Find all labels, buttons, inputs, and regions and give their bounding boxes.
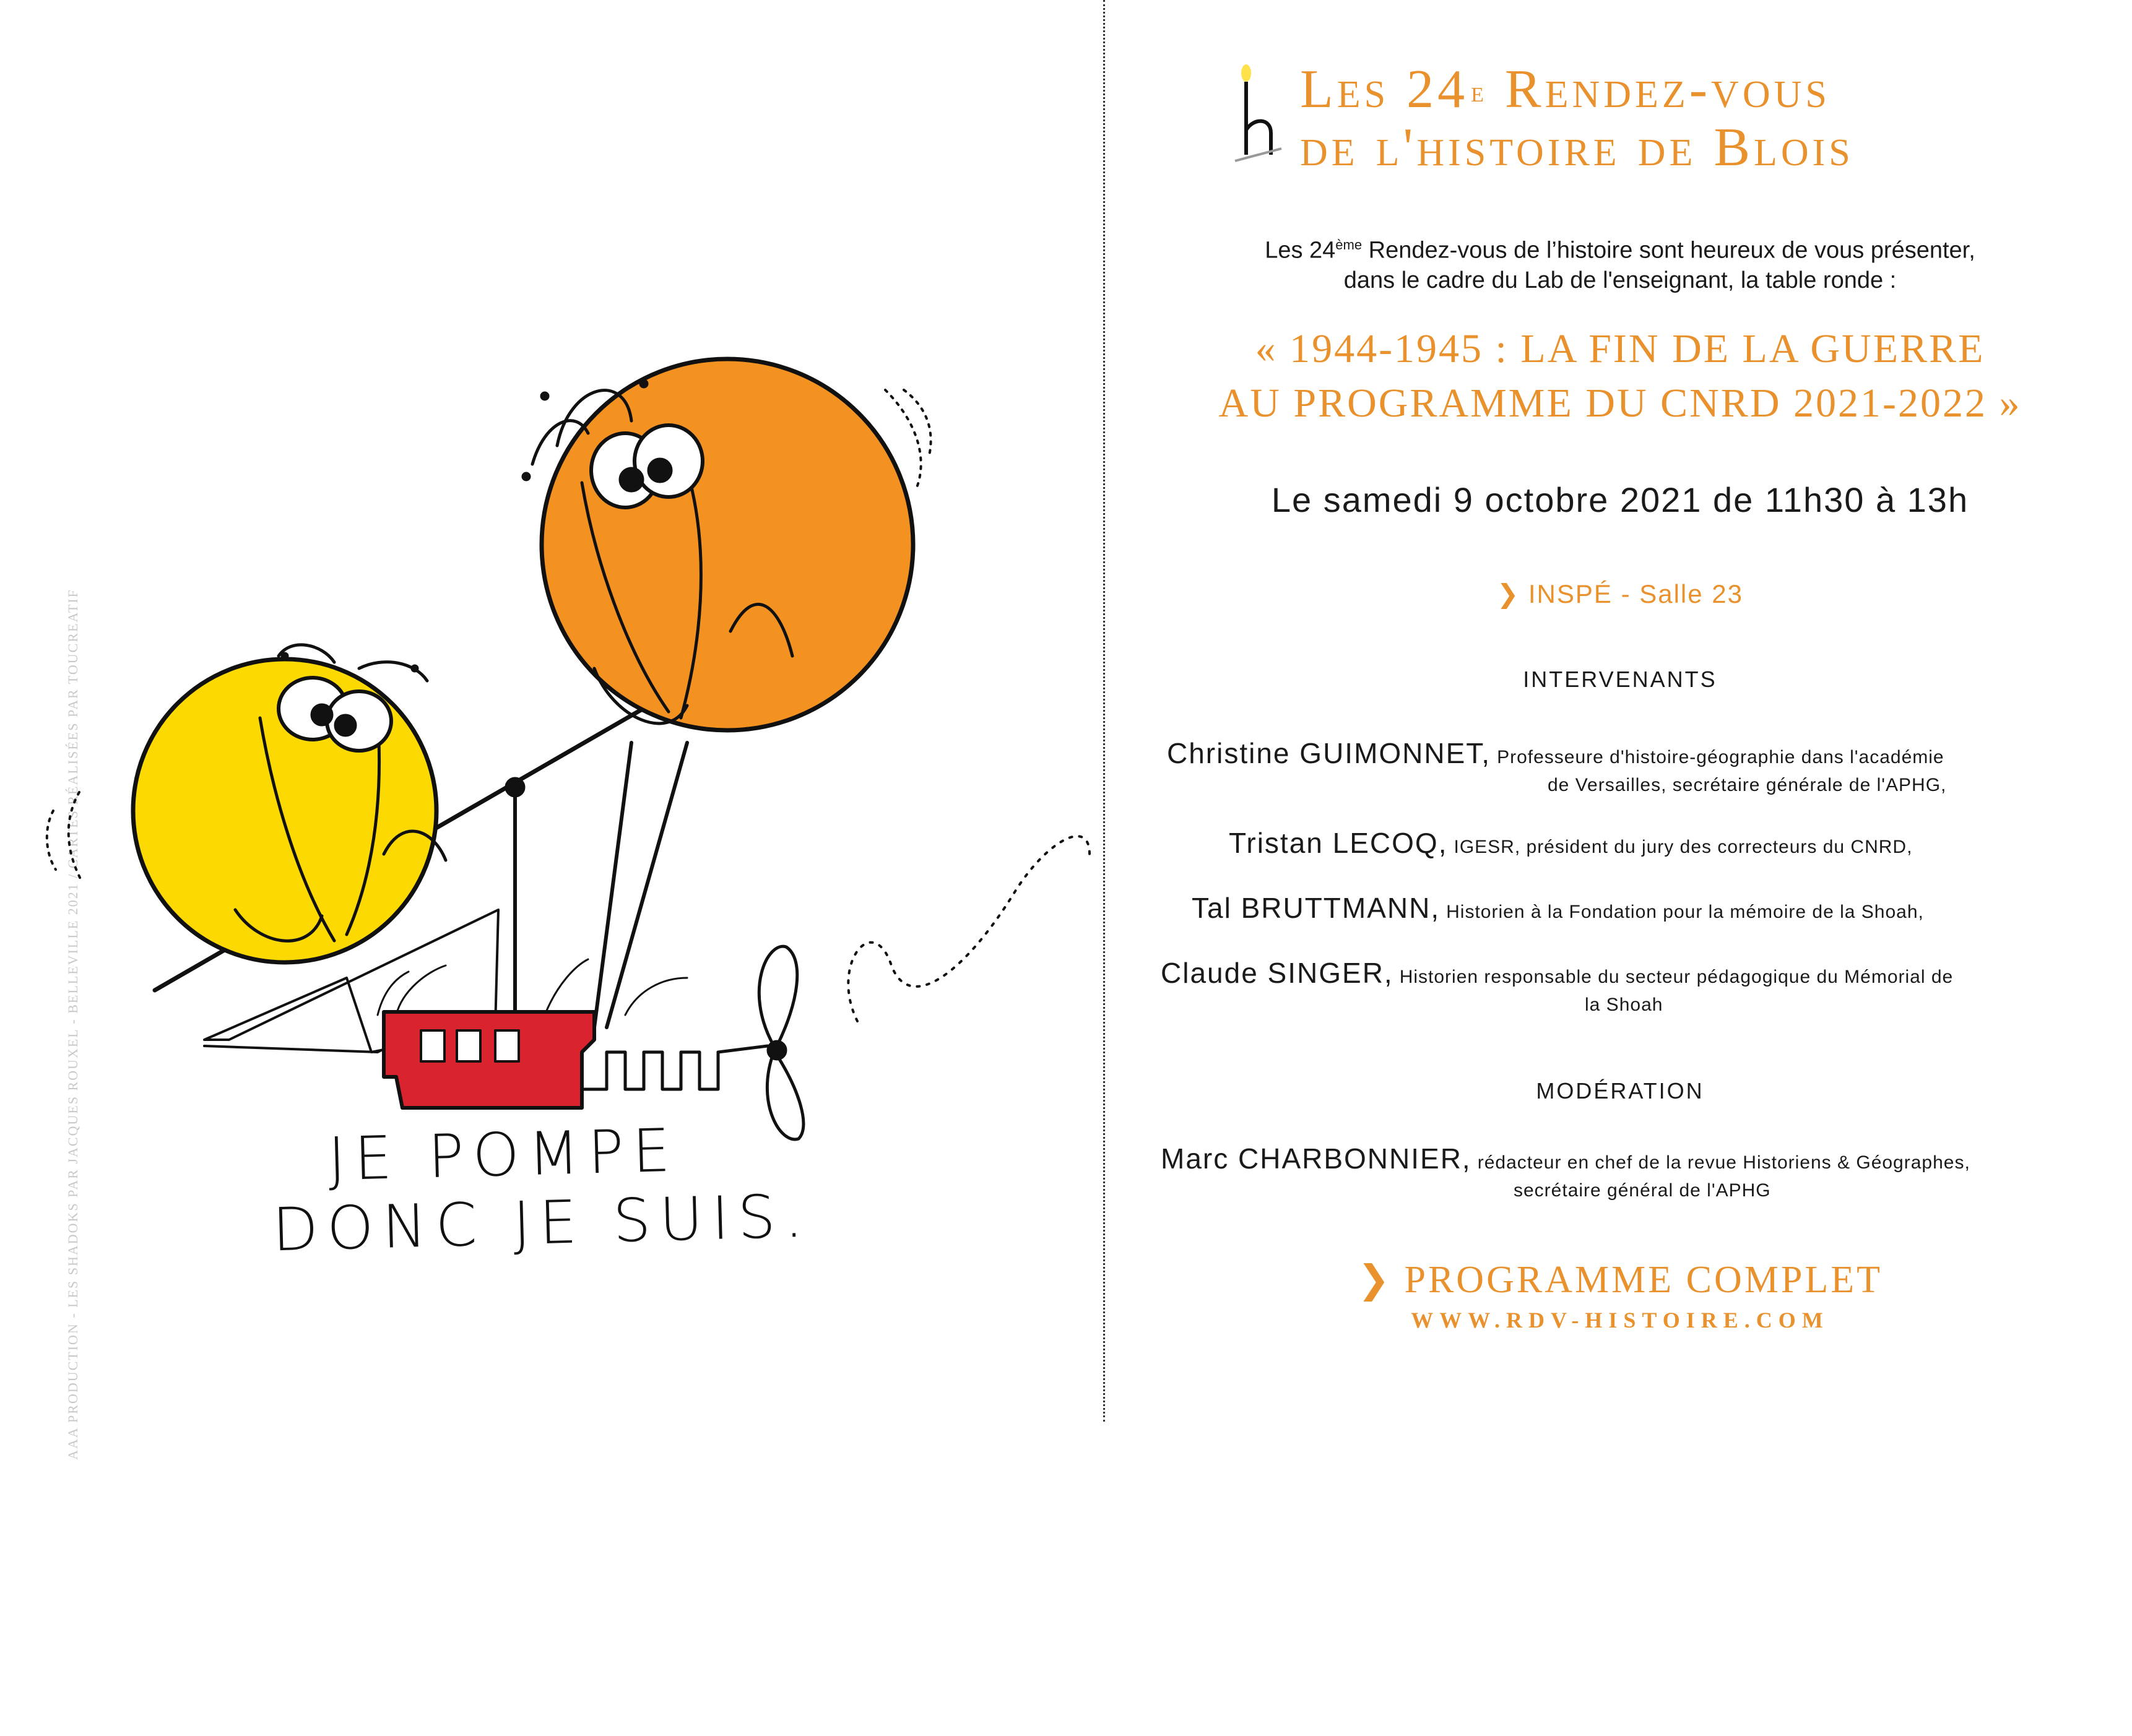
caption-line-2: DONC JE SUIS.: [271, 1181, 813, 1265]
speaker-singer: Claude SINGER, Historien responsable du secteur pédagogique du Mémorial de: [1161, 957, 1954, 989]
chevron-right-icon: ❯: [1496, 579, 1520, 609]
speakers-heading: INTERVENANTS: [1523, 667, 1717, 692]
speaker-singer-role-cont: la Shoah: [1585, 995, 1663, 1015]
intro-text: Les 24ème Rendez-vous de l’histoire sont heureux de vous présenter, dans le cadre du Lab de l'enseignant, la table ronde :: [1265, 237, 1975, 293]
full-program-link[interactable]: ❯ PROGRAMME COMPLET: [1358, 1256, 1883, 1302]
moderation-heading: MODÉRATION: [1536, 1078, 1704, 1103]
chevron-right-icon: ❯: [1358, 1256, 1392, 1302]
vertical-credit-text: AAA PRODUCTION - LES SHADOKS PAR JACQUES ROUXEL - BELLEVILLE 2021 / CARTES RÉALISÉES PAR TOUCREATIF: [65, 589, 80, 1460]
title-line-1: Les 24e Rendez-vous: [1300, 59, 1831, 119]
moderator-role-cont: secrétaire général de l'APHG: [1514, 1180, 1771, 1201]
event-title: [1300, 61, 1854, 177]
speaker-bruttmann: Tal BRUTTMANN, Historien à la Fondation pour la mémoire de la Shoah,: [1192, 892, 1924, 924]
venue-link[interactable]: ❯ INSPÉ - Salle 23: [1496, 579, 1744, 609]
rdv-histoire-logo: [1223, 62, 1285, 167]
caption-line-1: JE POMPE: [327, 1115, 680, 1194]
speaker-guimonnet-role-cont: de Versailles, secrétaire générale de l'APHG,: [1548, 775, 1947, 795]
round-table-title: « 1944-1945 : LA FIN DE LA GUERRE AU PROGRAMME DU CNRD 2021-2022 »: [1218, 326, 2022, 426]
speaker-guimonnet: Christine GUIMONNET, Professeure d'histoire-géographie dans l'académie: [1167, 737, 1944, 769]
event-date: Le samedi 9 octobre 2021 de 11h30 à 13h: [1271, 480, 1969, 519]
moderator-charbonnier: Marc CHARBONNIER, rédacteur en chef de la revue Historiens & Géographes,: [1161, 1142, 1970, 1175]
speaker-lecoq: Tristan LECOQ, IGESR, président du jury des correcteurs du CNRD,: [1229, 827, 1913, 859]
website-link[interactable]: WWW.RDV-HISTOIRE.COM: [1411, 1308, 1829, 1332]
dotted-divider: [1103, 0, 1105, 1422]
title-line-2: de l'histoire de Blois: [1300, 118, 1854, 178]
